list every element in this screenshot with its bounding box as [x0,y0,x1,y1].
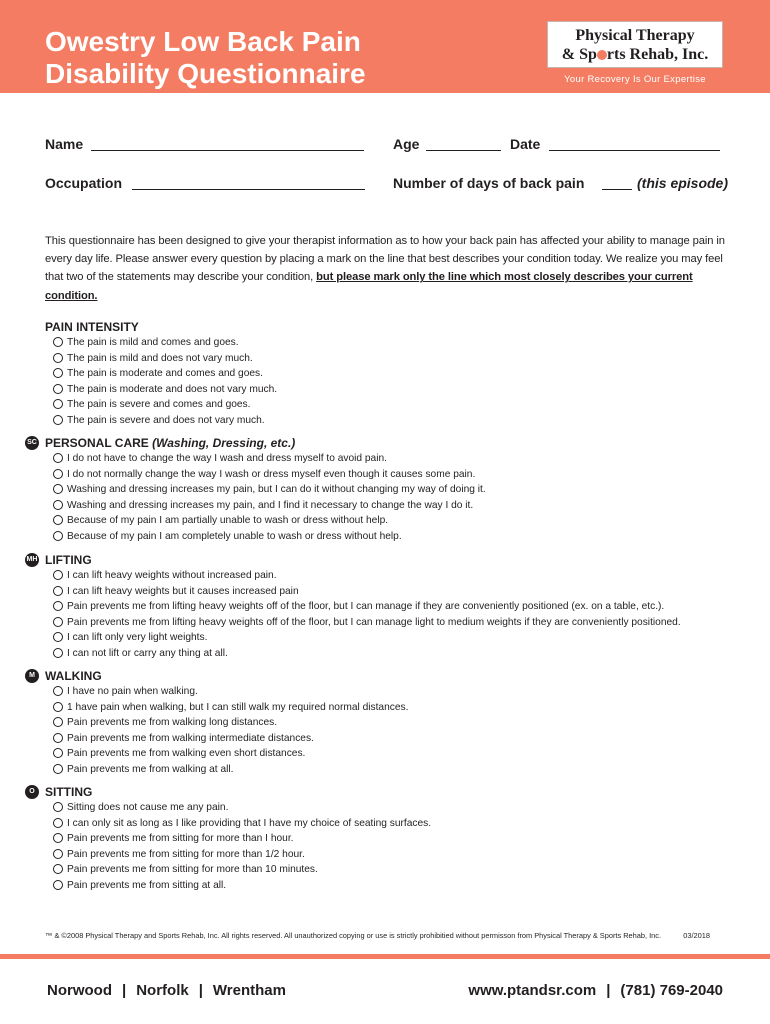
option[interactable]: Washing and dressing increases my pain, and I find it necessary to change the way I do it. [45,498,745,514]
radio-icon[interactable] [53,632,63,642]
mh-badge-icon: MH [25,553,39,567]
radio-icon[interactable] [53,702,63,712]
radio-icon[interactable] [53,337,63,347]
date-label: Date [510,136,541,152]
radio-icon[interactable] [53,484,63,494]
radio-icon[interactable] [53,833,63,843]
footer-rule [0,954,770,959]
radio-icon[interactable] [53,733,63,743]
option[interactable]: I can only sit as long as I like providing that I have my choice of seating surfaces. [45,816,745,832]
section-personal-care [27,435,745,545]
location-norfolk: Norfolk [136,982,189,999]
radio-icon[interactable] [53,515,63,525]
option[interactable]: Pain prevents me from walking even short distances. [45,746,745,762]
section-lifting [26,552,745,662]
radio-icon[interactable] [53,617,63,627]
location-wrentham: Wrentham [212,982,286,999]
option[interactable]: The pain is mild and comes and goes. [45,335,745,351]
option[interactable]: Because of my pain I am partially unable to wash or dress without help. [45,513,745,529]
radio-icon[interactable] [53,717,63,727]
phone-number: (781) 769-2040 [620,982,723,999]
option[interactable]: Pain prevents me from walking long distances. [45,715,745,731]
age-label: Age [393,136,420,152]
website-link[interactable]: www.ptandsr.com [468,982,597,999]
date-field[interactable] [549,150,720,151]
days-suffix: (this episode) [637,175,729,191]
section-walking [29,668,745,778]
section-heading: O SITTING [45,784,745,800]
option[interactable]: Pain prevents me from lifting heavy weights off of the floor, but I can manage light to medium weights if they are conveniently positioned. [45,615,745,631]
radio-icon[interactable] [53,864,63,874]
option[interactable]: I do not have to change the way I wash and dress myself to avoid pain. [45,451,745,467]
radio-icon[interactable] [53,849,63,859]
option[interactable]: Sitting does not cause me any pain. [45,800,745,816]
radio-icon[interactable] [53,686,63,696]
option[interactable]: Because of my pain I am completely unable to wash or dress without help. [45,529,745,545]
option[interactable]: The pain is mild and does not vary much. [45,351,745,367]
copyright-notice: ™ & ©2008 Physical Therapy and Sports Rehab, Inc. All rights reserved. All unauthorized copying or use is strictly prohibitied without permisson from Physical Therapy & Sports Rehab, Inc. 03/2018 [45,931,710,940]
radio-icon[interactable] [53,531,63,541]
age-field[interactable] [426,150,501,151]
options-list [45,684,745,778]
radio-icon[interactable] [53,648,63,658]
m-badge-icon: M [25,669,39,683]
radio-icon[interactable] [53,764,63,774]
contact-info: www.ptandsr.com | (781) 769-2040 [468,982,723,999]
option[interactable]: I can lift heavy weights without increased pain. [45,568,745,584]
options-list [45,800,745,894]
occupation-field[interactable] [132,189,365,190]
options-list [45,451,745,545]
options-list [45,335,745,429]
logo-line-1: Physical Therapy [575,27,695,44]
radio-icon[interactable] [53,601,63,611]
section-heading: MH LIFTING [26,553,92,567]
radio-icon[interactable] [53,802,63,812]
instructions-emphasis: but please mark only the line which most closely describes your current condition. [45,271,693,302]
section-pain-intensity [45,319,745,429]
option[interactable]: The pain is moderate and does not vary much. [45,382,745,398]
option[interactable]: Washing and dressing increases my pain, but I can do it without changing my way of doing it. [45,482,745,498]
option[interactable]: I do not normally change the way I wash or dress myself even though it causes some pain. [45,467,745,483]
radio-icon[interactable] [53,748,63,758]
radio-icon[interactable] [53,368,63,378]
sc-badge-icon: SC [25,436,39,450]
option[interactable]: I have no pain when walking. [45,684,745,700]
option[interactable]: The pain is severe and comes and goes. [45,397,745,413]
radio-icon[interactable] [53,399,63,409]
option[interactable]: The pain is severe and does not vary much. [45,413,745,429]
option[interactable]: Pain prevents me from sitting for more than I hour. [45,831,745,847]
option[interactable]: Pain prevents me from lifting heavy weights off of the floor, but I can manage if they are conveniently positioned (ex. on a table, etc.). [45,599,745,615]
radio-icon[interactable] [53,570,63,580]
revision-date: 03/2018 [683,931,710,940]
days-label: Number of days of back pain [393,175,585,191]
option[interactable]: Pain prevents me from sitting for more than 10 minutes. [45,862,745,878]
radio-icon[interactable] [53,500,63,510]
radio-icon[interactable] [53,453,63,463]
company-logo [547,21,723,68]
logo-line-2: & Sp rts Rehab, Inc. [561,46,709,63]
option[interactable]: Pain prevents me from walking intermediate distances. [45,731,745,747]
radio-icon[interactable] [53,469,63,479]
name-field[interactable] [91,150,364,151]
option[interactable]: Pain prevents me from sitting for more than 1/2 hour. [45,847,745,863]
location-norwood: Norwood [47,982,112,999]
tagline: Your Recovery Is Our Expertise [564,74,706,85]
radio-icon[interactable] [53,818,63,828]
section-heading: SC PERSONAL CARE (Washing, Dressing, etc.) [45,435,745,451]
occupation-label: Occupation [45,175,123,191]
section-heading: M WALKING [45,668,745,684]
option[interactable]: I can not lift or carry any thing at all. [45,646,745,662]
days-field[interactable] [602,189,632,190]
header-banner [0,0,770,93]
section-heading: PAIN INTENSITY [45,320,139,334]
instructions: This questionnaire has been designed to give your therapist information as to how your back pain has affected your ability to manage pain in every day life. Please answer every question by placing a mark on the line that best describes your condition today. We realize you may feel that two of the statements may describe your condition, but please mark only the line which most closely describes your current condition. [45,235,725,302]
options-list [45,568,745,662]
option[interactable]: I can lift only very light weights. [45,630,745,646]
name-label: Name [45,136,84,152]
option[interactable]: The pain is moderate and comes and goes. [45,366,745,382]
radio-icon[interactable] [53,384,63,394]
o-badge-icon: O [25,785,39,799]
option[interactable]: Pain prevents me from walking at all. [45,762,745,778]
radio-icon[interactable] [53,415,63,425]
option[interactable]: Pain prevents me from sitting at all. [45,878,745,894]
radio-icon[interactable] [53,353,63,363]
option[interactable]: I can lift heavy weights but it causes increased pain [45,584,745,600]
radio-icon[interactable] [53,880,63,890]
option[interactable]: 1 have pain when walking, but I can still walk my required normal distances. [45,700,745,716]
section-sitting [29,784,745,894]
page-title: Owestry Low Back Pain Disability Questionnaire [45,26,366,89]
locations: Norwood | Norfolk | Wrentham [47,982,286,999]
radio-icon[interactable] [53,586,63,596]
ball-icon [597,50,607,60]
